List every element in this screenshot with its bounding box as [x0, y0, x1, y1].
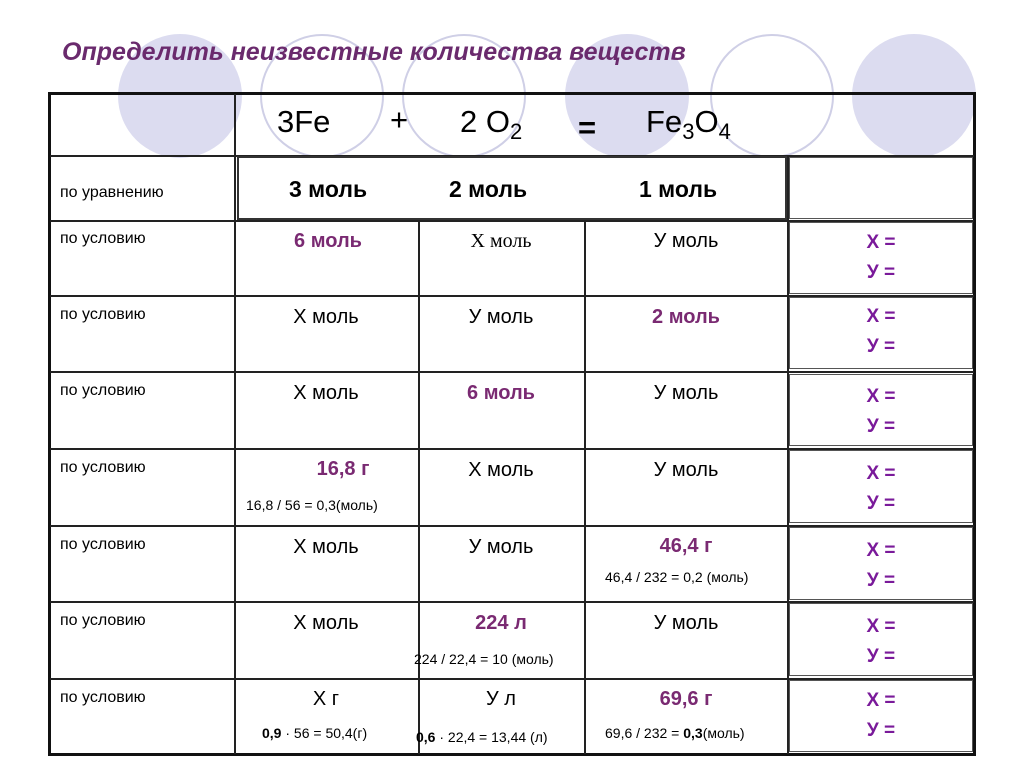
grid-line: [418, 220, 420, 754]
eq-fe-moles: 3 моль: [289, 176, 368, 202]
fe3o4-calculation: 46,4 / 232 = 0,2 (моль): [605, 569, 749, 585]
row-label: по уравнению: [60, 184, 164, 201]
fe3o4-value: У моль: [653, 230, 719, 252]
fe3o4-value: 2 моль: [652, 306, 720, 328]
fe-calculation: 0,9 · 56 = 50,4(г): [262, 725, 368, 741]
answer-box: [789, 157, 973, 219]
fe-value: Х моль: [293, 536, 359, 558]
fe-value: 16,8 г: [316, 458, 370, 480]
fe3o4-value: 46,4 г: [659, 535, 713, 557]
o2-value: У моль: [468, 306, 534, 328]
o2-value: Х моль: [468, 459, 534, 481]
page-title: Определить неизвестные количества веществ: [62, 38, 686, 66]
fe3o4-calculation: 69,6 / 232 = 0,3(моль): [605, 725, 745, 741]
fe3o4-value: 69,6 г: [659, 688, 713, 710]
o2-value: Х моль: [470, 230, 532, 252]
row-label: по условию: [60, 306, 146, 323]
answer-x: Х =: [866, 690, 896, 711]
fe3o4-value: У моль: [653, 459, 719, 481]
answer-y: У =: [866, 720, 896, 741]
equation-equals: =: [578, 110, 597, 145]
row-label: по условию: [60, 459, 146, 476]
answer-x: Х =: [866, 540, 896, 561]
grid-line: [584, 220, 586, 754]
eq-o2-moles: 2 моль: [449, 176, 528, 202]
answer-y: У =: [866, 493, 896, 514]
grid-line: [234, 94, 236, 754]
equation-o2: 2 $O_2$: [460, 104, 523, 145]
fe-value: Х г: [312, 688, 340, 710]
row-label: по условию: [60, 689, 146, 706]
fe-calculation: 16,8 / 56 = 0,3(моль): [246, 497, 378, 513]
equation-fe: 3Fe: [277, 104, 331, 139]
answer-y: У =: [866, 336, 896, 357]
fe-value: Х моль: [293, 612, 359, 634]
equation-mole-box: [237, 156, 787, 220]
fe3o4-value: У моль: [653, 382, 719, 404]
o2-value: 224 л: [475, 612, 527, 634]
answer-y: У =: [866, 416, 896, 437]
answer-y: У =: [866, 646, 896, 667]
o2-value: У л: [486, 688, 516, 710]
answer-x: Х =: [866, 616, 896, 637]
row-label: по условию: [60, 536, 146, 553]
row-label: по условию: [60, 612, 146, 629]
answer-x: Х =: [866, 463, 896, 484]
o2-calculation: 0,6 · 22,4 = 13,44 (л): [416, 729, 548, 745]
fe-value: Х моль: [293, 306, 359, 328]
o2-value: 6 моль: [467, 382, 535, 404]
answer-y: У =: [866, 262, 896, 283]
answer-x: Х =: [866, 306, 896, 327]
fe3o4-value: У моль: [653, 612, 719, 634]
o2-value: У моль: [468, 536, 534, 558]
eq-fe3o4-moles: 1 моль: [639, 176, 718, 202]
equation-fe3o4: $Fe_3O_4$: [646, 104, 731, 145]
answer-y: У =: [866, 570, 896, 591]
fe-value: Х моль: [293, 382, 359, 404]
answer-x: Х =: [866, 386, 896, 407]
row-label: по условию: [60, 382, 146, 399]
o2-calculation: 224 / 22,4 = 10 (моль): [414, 651, 554, 667]
row-label: по условию: [60, 230, 146, 247]
fe-value: 6 моль: [294, 230, 362, 252]
answer-x: Х =: [866, 232, 896, 253]
grid-line: [50, 371, 974, 373]
equation-plus: +: [390, 102, 409, 137]
